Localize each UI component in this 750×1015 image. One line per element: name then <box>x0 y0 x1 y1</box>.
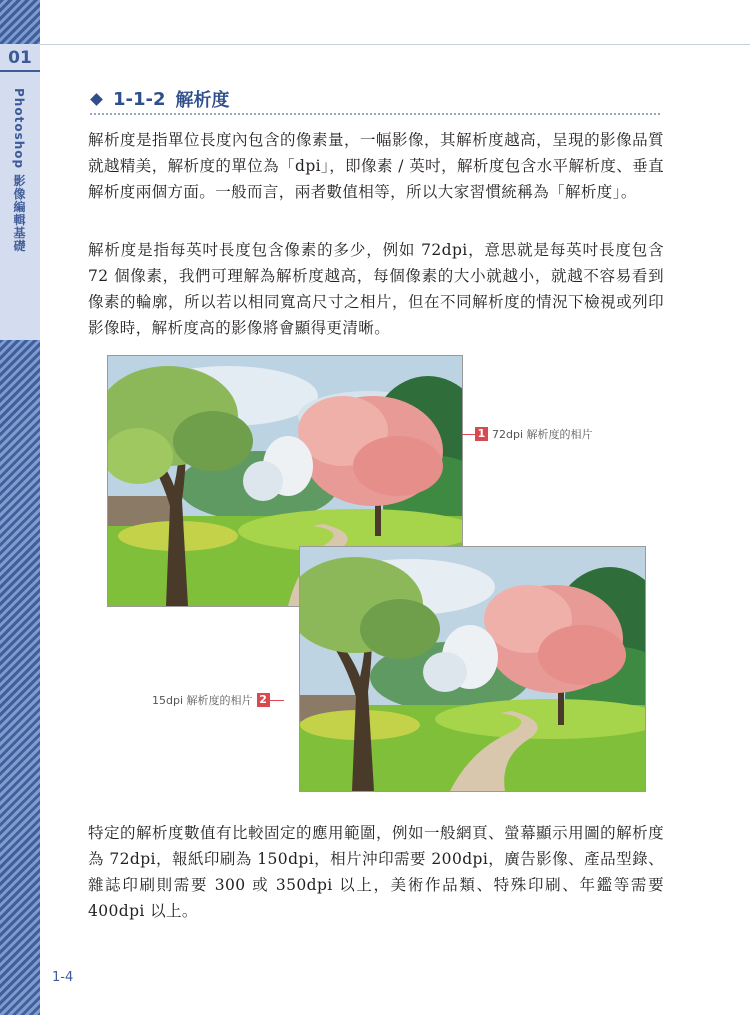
body-paragraph-3: 特定的解析度數值有比較固定的應用範圍，例如一般網頁、螢幕顯示用圖的解析度為 72dpi，報紙印刷為 150dpi，相片沖印需要 200dpi，廣告影像、產品型錄、雜誌印刷則需要 300 或 350dpi 以上，美術作品類、特殊印刷、年鑑等需要 400dpi 以上。 <box>88 824 664 920</box>
callout-label-72dpi: 72dpi 解析度的相片 <box>492 428 593 441</box>
landscape-painting-image <box>300 547 645 791</box>
body-paragraph-1: 解析度是指單位長度內包含的像素量，一幅影像，其解析度越高，呈現的影像品質就越精美，解析度的單位為「dpi」，即像素 / 英吋，解析度包含水平解析度、垂直解析度兩個方面。一般而言，兩者數值相等，所以大家習慣統稱為「解析度」。 <box>88 131 664 201</box>
callout-15dpi <box>152 692 284 708</box>
callout-badge-2: 2 <box>257 693 270 707</box>
callout-leader-line <box>270 700 284 701</box>
page-number: 1-4 <box>52 970 74 985</box>
callout-label-15dpi: 15dpi 解析度的相片 <box>152 694 253 707</box>
top-rule <box>40 44 750 45</box>
chapter-title: Photoshop 影像編輯基礎 <box>12 88 26 253</box>
section-title: 解析度 <box>175 90 230 111</box>
body-paragraph-2: 解析度是指每英吋長度包含像素的多少，例如 72dpi，意思就是每英吋長度包含 72 個像素，我們可理解為解析度越高，每個像素的大小就越小，就越不容易看到像素的輪廓，所以若以相同寬高尺寸之相片，但在不同解析度的情況下檢視或列印影像時，解析度高的影像將會顯得更清晰。 <box>88 241 664 337</box>
section-heading <box>90 84 230 114</box>
chapter-number: 01 <box>0 44 40 72</box>
photo-15dpi <box>299 546 646 792</box>
callout-badge-1: 1 <box>475 427 488 441</box>
diamond-bullet-icon <box>90 93 103 106</box>
heading-dotted-rule <box>90 113 660 115</box>
section-number: 1-1-2 <box>113 88 166 110</box>
callout-leader-line <box>462 434 475 435</box>
callout-72dpi <box>462 426 593 442</box>
